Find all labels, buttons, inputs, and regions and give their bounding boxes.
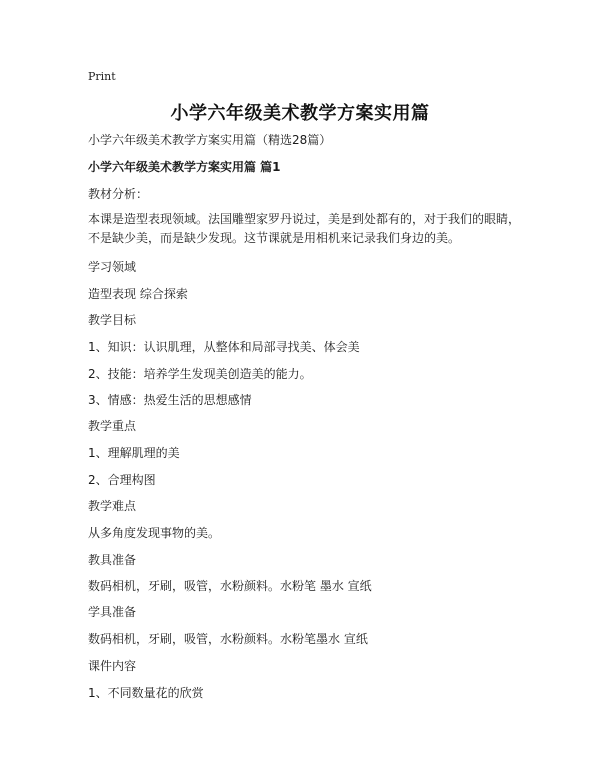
text-line-teaching-aids: 教具准备 bbox=[88, 553, 137, 567]
text-line-difficulties: 教学难点 bbox=[88, 499, 137, 513]
text-line-courseware-1: 1、不同数量花的欣赏 bbox=[88, 686, 204, 700]
text-paragraph-intro: 本课是造型表现领域。法国雕塑家罗丹说过，美是到处都有的，对于我们的眼睛，不是缺少美，而是缺少发现。这节课就是用相机来记录我们身边的美。 bbox=[88, 212, 521, 245]
text-line-difficulty-1: 从多角度发现事物的美。 bbox=[88, 526, 221, 540]
text-line-goal-1: 1、知识：认识肌理，从整体和局部寻找美、体会美 bbox=[88, 340, 360, 354]
section-heading: 小学六年级美术教学方案实用篇 篇1 bbox=[88, 160, 281, 174]
text-line-key-point-1: 1、理解肌理的美 bbox=[88, 446, 180, 460]
document-subtitle: 小学六年级美术教学方案实用篇（精选28篇） bbox=[88, 133, 332, 147]
document-title: 小学六年级美术教学方案实用篇 bbox=[170, 103, 430, 124]
text-line-learning-aids: 学具准备 bbox=[88, 605, 137, 619]
text-line-goal-3: 3、情感：热爱生活的思想感情 bbox=[88, 393, 252, 407]
text-line-teaching-aids-list: 数码相机，牙刷，吸管，水粉颜料。水粉笔 墨水 宣纸 bbox=[88, 579, 372, 593]
text-line-courseware: 课件内容 bbox=[88, 659, 137, 673]
text-line-teaching-goals: 教学目标 bbox=[88, 313, 137, 327]
text-line-key-points: 教学重点 bbox=[88, 419, 137, 433]
text-line-goal-2: 2、技能：培养学生发现美创造美的能力。 bbox=[88, 367, 312, 381]
text-line-learning-domain: 学习领域 bbox=[88, 260, 137, 274]
print-label: Print bbox=[88, 70, 116, 83]
text-line-domain-value: 造型表现 综合探索 bbox=[88, 287, 188, 301]
text-line-material-analysis: 教材分析： bbox=[88, 187, 149, 201]
text-line-key-point-2: 2、合理构图 bbox=[88, 473, 156, 487]
text-line-learning-aids-list: 数码相机，牙刷，吸管，水粉颜料。水粉笔墨水 宣纸 bbox=[88, 632, 368, 646]
